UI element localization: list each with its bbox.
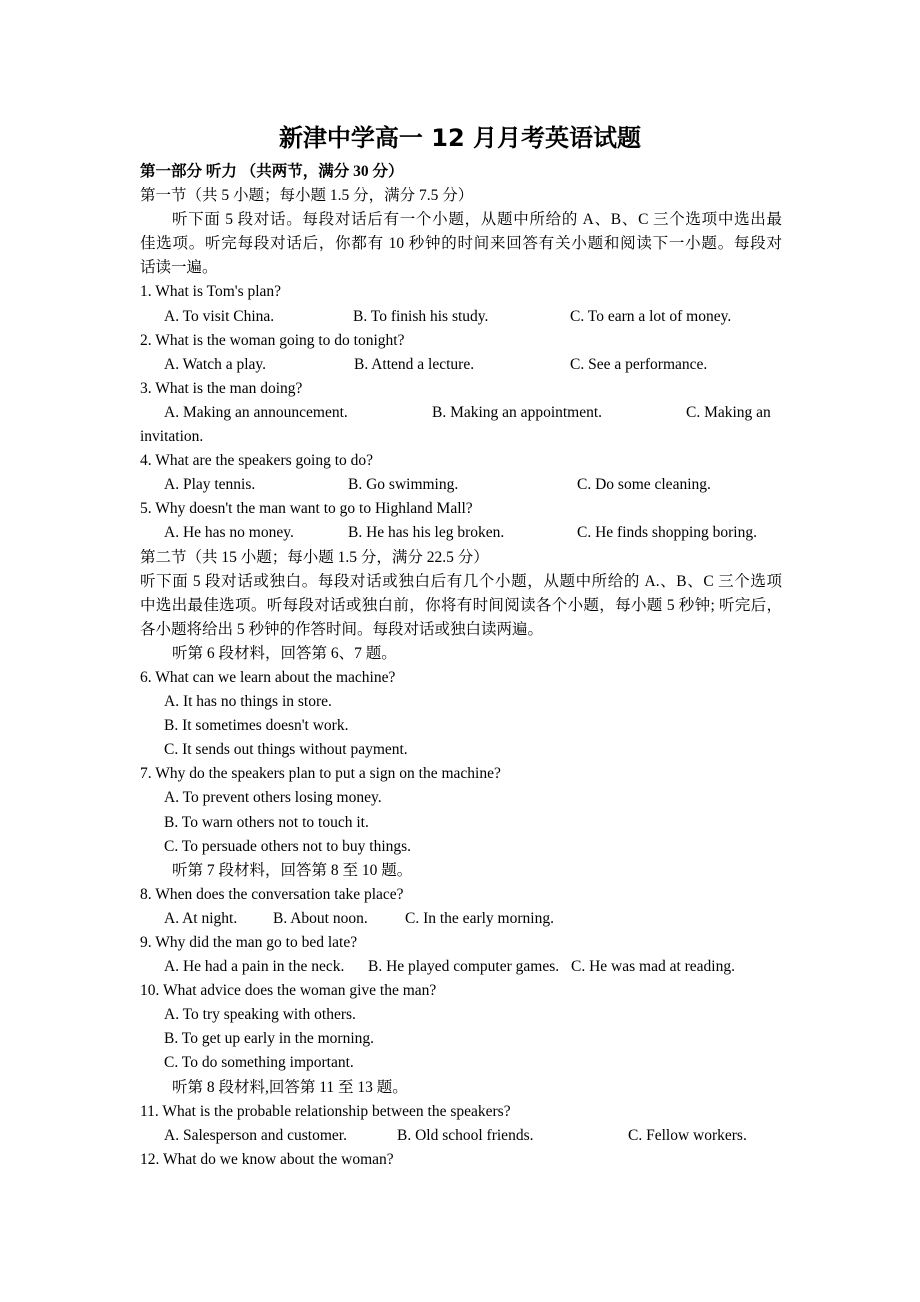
option-a: A. To visit China.	[164, 307, 275, 325]
option-b: B. He played computer games.	[368, 958, 560, 976]
option-a: A. Watch a play.	[164, 355, 267, 373]
option-b: B. It sometimes doesn't work.	[164, 717, 349, 735]
option-c: C. Fellow workers.	[628, 1126, 747, 1144]
question: 6. What can we learn about the machine?	[140, 668, 396, 686]
material-note: 听第 7 段材料，回答第 8 至 10 题。	[172, 861, 413, 879]
section-heading: 第二节（共 15 小题；每小题 1.5 分，满分 22.5 分）	[140, 548, 489, 566]
option-a: A. Making an announcement.	[164, 403, 348, 421]
question: 4. What are the speakers going to do?	[140, 452, 373, 470]
question: 8. When does the conversation take place?	[140, 885, 404, 903]
instruction-line: 听下面 5 段对话。每段对话后有一个小题，从题中所给的 A、B、C 三个选项中选出最	[172, 211, 782, 229]
material-note: 听第 6 段材料，回答第 6、7 题。	[172, 644, 397, 662]
option-b: B. He has his leg broken.	[348, 524, 505, 542]
page-title: 新津中学高一 12 月月考英语试题	[278, 124, 642, 152]
option-b: B. To warn others not to touch it.	[164, 813, 369, 831]
instruction-line: 佳选项。听完每段对话后，你都有 10 秒钟的时间来回答有关小题和阅读下一小题。每段对	[140, 235, 782, 253]
question: 2. What is the woman going to do tonight?	[140, 331, 405, 349]
option-b: B. Go swimming.	[348, 476, 459, 494]
part-heading: 第一部分 听力 （共两节，满分 30 分）	[140, 163, 404, 180]
instruction-line: 中选出最佳选项。听每段对话或独白前，你将有时间阅读各个小题，每小题 5 秒钟; 听完后，	[140, 596, 782, 614]
question: 9. Why did the man go to bed late?	[140, 934, 358, 951]
option-c: C. It sends out things without payment.	[164, 741, 408, 759]
option-a: A. He had a pain in the neck.	[164, 958, 345, 976]
option-a: A. To try speaking with others.	[164, 1006, 356, 1024]
option-b: B. To get up early in the morning.	[164, 1030, 374, 1048]
option-b: B. About noon.	[273, 909, 368, 927]
question: 7. Why do the speakers plan to put a sign on the machine?	[140, 765, 501, 783]
question: 11. What is the probable relationship between the speakers?	[140, 1102, 511, 1120]
option-a: A. Salesperson and customer.	[164, 1126, 347, 1144]
instruction-line: 话读一遍。	[140, 259, 218, 277]
option-c: C. Do some cleaning.	[577, 476, 711, 494]
instruction-line: 各小题将给出 5 秒钟的作答时间。每段对话或独白读两遍。	[140, 620, 544, 638]
option-a: A. It has no things in store.	[164, 693, 332, 711]
material-note: 听第 8 段材料,回答第 11 至 13 题。	[172, 1078, 408, 1096]
option-c: C. He was mad at reading.	[571, 958, 735, 976]
option-b: B. Making an appointment.	[432, 403, 603, 421]
question: 5. Why doesn't the man want to go to Highland Mall?	[140, 500, 473, 518]
instruction-line: 听下面 5 段对话或独白。每段对话或独白后有几个小题，从题中所给的 A.、B、C 三个选项	[140, 572, 782, 590]
option-a: A. To prevent others losing money.	[164, 789, 382, 807]
option-c: C. To persuade others not to buy things.	[164, 837, 412, 855]
option-c-continuation: invitation.	[140, 428, 204, 446]
option-a: A. He has no money.	[164, 524, 294, 542]
option-a: A. At night.	[164, 909, 238, 927]
section-heading: 第一节（共 5 小题；每小题 1.5 分，满分 7.5 分）	[140, 187, 474, 205]
option-c: C. Making an	[686, 403, 771, 421]
option-c: C. In the early morning.	[405, 909, 554, 927]
question: 3. What is the man doing?	[140, 379, 303, 397]
option-c: C. To earn a lot of money.	[570, 307, 732, 325]
option-b: B. To finish his study.	[353, 307, 489, 325]
question: 10. What advice does the woman give the man?	[140, 982, 437, 1000]
question: 12. What do we know about the woman?	[140, 1150, 394, 1168]
option-b: B. Old school friends.	[397, 1126, 534, 1144]
option-a: A. Play tennis.	[164, 476, 256, 494]
exam-body	[140, 160, 782, 1172]
option-c: C. He finds shopping boring.	[577, 524, 757, 542]
option-b: B. Attend a lecture.	[354, 355, 475, 373]
option-c: C. To do something important.	[164, 1054, 354, 1072]
option-c: C. See a performance.	[570, 355, 708, 373]
question: 1. What is Tom's plan?	[140, 283, 282, 301]
